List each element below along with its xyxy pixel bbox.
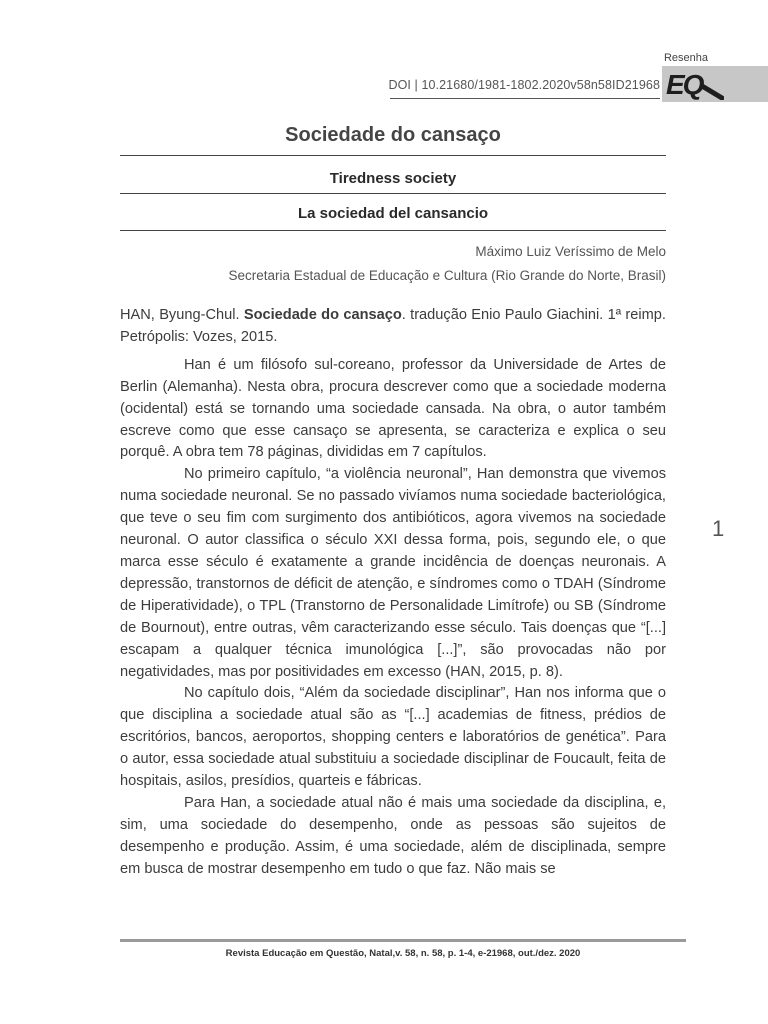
author-name: Máximo Luiz Veríssimo de Melo: [475, 244, 666, 259]
book-reference: [120, 305, 666, 349]
journal-logo: EQ: [666, 69, 703, 100]
page-number: 1: [712, 516, 725, 541]
author-affiliation: Secretaria Estadual de Educação e Cultura (Rio Grande do Norte, Brasil): [228, 268, 666, 283]
paragraph-4: Para Han, a sociedade atual não é mais uma sociedade da disciplina, e, sim, uma sociedade do desempenho, onde as pessoas são sujeitos de desempenho e produção. Assim, é uma sociedade, além de disciplinada, sempre em busca de mostrar desempenho em tudo o que faz. Não mais se: [120, 794, 666, 877]
reference-prefix: HAN, Byung-Chul.: [120, 307, 244, 323]
paragraph-3: No capítulo dois, “Além da sociedade disciplinar”, Han nos informa que o que disciplina a sociedade atual são as “[...] academias de fitness, prédios de escritórios, bancos, aeroportos, shopping centers e laboratórios de genética”. Para o autor, essa sociedade atual substituiu a sociedade disciplinar de Foucault, feita de hospitais, asilos, presídios, quarteis e fábricas.: [120, 685, 666, 790]
title-rule-1: [120, 155, 666, 156]
article-body: [120, 305, 666, 881]
paragraph-1: Han é um filósofo sul-coreano, professor da Universidade de Artes de Berlin (Alemanha). Nesta obra, procura descrever como que a sociedade moderna (ocidental) está se tornando uma sociedade cansada. Na obra, o autor também escreve como que esse cansaço se apresenta, se caracteriza e explica o seu porquê. A obra tem 78 páginas, divididas em 7 capítulos.: [120, 356, 666, 461]
reference-book-title: Sociedade do cansaço: [243, 307, 402, 323]
doi-rule: [390, 98, 660, 99]
english-title: Tiredness society: [329, 170, 457, 187]
section-label: Resenha: [663, 52, 708, 64]
paragraph-2: No primeiro capítulo, “a violência neuronal”, Han demonstra que vivemos numa sociedade neuronal. Se no passado vivíamos numa sociedade bacteriológica, que teve o seu fim com surgimento dos antibióticos, agora vivemos na sociedade neuronal. O autor classifica o século XXI dessa forma, pois, segundo ele, o que marca esse século é exatamente a grande incidência de doenças neuronais. A depressão, transtornos de déficit de atenção, e síndromes como o TDAH (Síndrome de Hiperatividade), o TPL (Transtorno de Personalidade Limítrofe) ou SB (Síndrome de Bournout), entre outras, vêm caracterizando esse século. Tais doenças que “[...] escapam a qualquer técnica imunológica [...]”, são provocadas não por negatividades, mas por positividades em excesso (HAN, 2015, p. 8).: [120, 466, 666, 680]
author-block: [229, 240, 666, 288]
footer-citation: Revista Educação em Questão, Natal,v. 58, n. 58, p. 1-4, e-21968, out./dez. 2020: [225, 948, 581, 959]
footer-rule: [120, 939, 686, 942]
logo-q-tail-icon: [700, 84, 724, 100]
doi-text[interactable]: DOI | 10.21680/1981-1802.2020v58n58ID21968: [388, 78, 660, 92]
article-title: Sociedade do cansaço: [285, 124, 501, 146]
title-rule-2: [120, 193, 666, 194]
reference-suffix: . tradução Enio Paulo Giachini. 1ª reimp. Petrópolis: Vozes, 2015.: [120, 307, 666, 345]
spanish-title: La sociedad del cansancio: [297, 205, 489, 222]
title-rule-3: [120, 230, 666, 231]
